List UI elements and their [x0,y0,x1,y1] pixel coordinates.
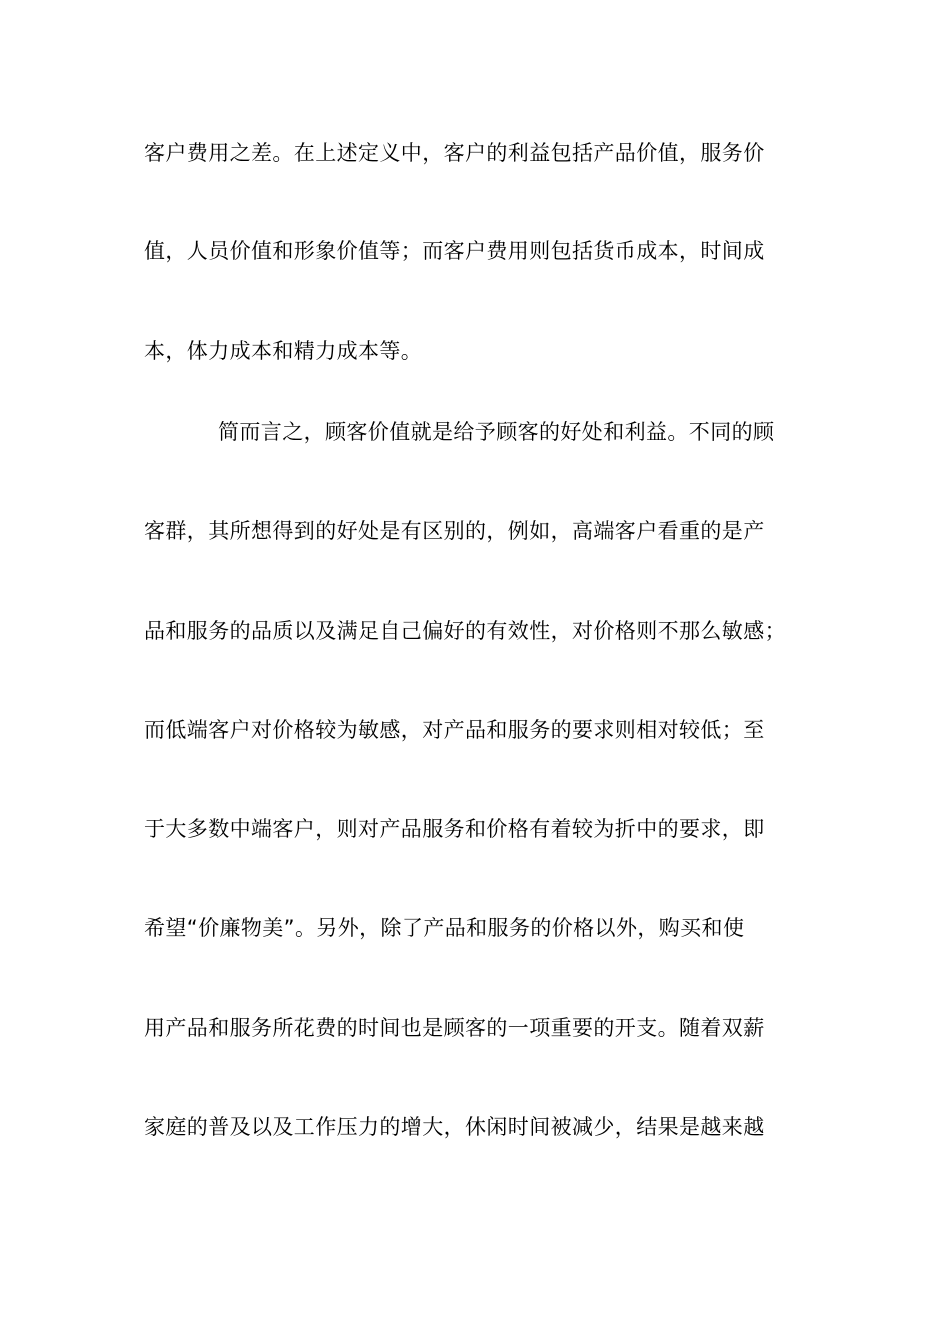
paragraph-line-1: 客户费用之差。在上述定义中，客户的利益包括产品价值，服务价 [144,141,765,165]
paragraph-line-7: 而低端客户对价格较为敏感，对产品和服务的要求则相对较低；至 [144,718,765,742]
paragraph-line-3: 本，体力成本和精力成本等。 [144,339,423,363]
paragraph-line-4: 简而言之，顾客价值就是给予顾客的好处和利益。不同的顾 [218,420,775,444]
paragraph-line-10: 用产品和服务所花费的时间也是顾客的一项重要的开支。随着双薪 [144,1016,765,1040]
paragraph-line-9: 希望“价廉物美”。另外，除了产品和服务的价格以外，购买和使 [144,916,745,940]
paragraph-line-6: 品和服务的品质以及满足自己偏好的有效性，对价格则不那么敏感； [144,619,786,643]
paragraph-line-2: 值，人员价值和形象价值等；而客户费用则包括货币成本，时间成 [144,239,765,263]
paragraph-line-5: 客群，其所想得到的好处是有区别的，例如，高端客户看重的是产 [144,519,765,543]
paragraph-line-11: 家庭的普及以及工作压力的增大，休闲时间被减少，结果是越来越 [144,1115,765,1139]
paragraph-line-8: 于大多数中端客户，则对产品服务和价格有着较为折中的要求，即 [144,817,765,841]
